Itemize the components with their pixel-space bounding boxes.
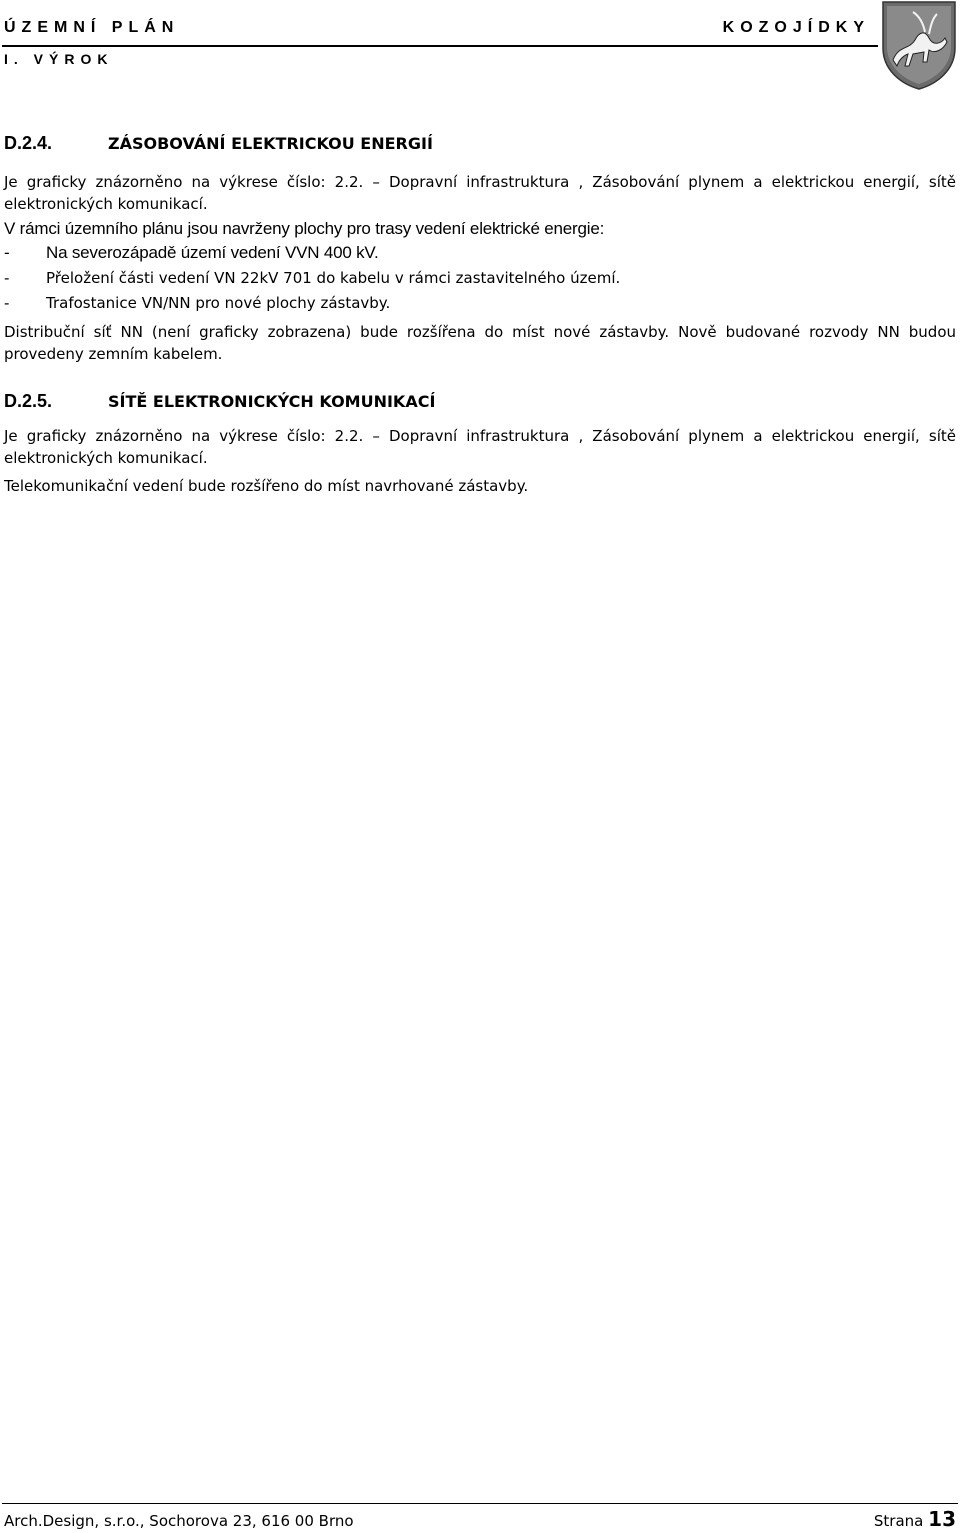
list-bullet: - (4, 243, 10, 262)
list-item-text: Trafostanice VN/NN pro nové plochy zástavby. (46, 294, 391, 312)
page-indicator (874, 1507, 956, 1531)
place-name: KOZOJÍDKY (722, 19, 870, 36)
section-heading-d25 (4, 391, 435, 412)
list-item-text: Přeložení části vedení VN 22kV 701 do kabelu v rámci zastavitelného území. (46, 269, 621, 287)
section-heading-d24 (4, 133, 433, 154)
list-bullet: - (4, 269, 10, 287)
list-item (4, 292, 390, 314)
section-label: I. VÝROK (4, 51, 114, 67)
header-divider (2, 45, 878, 47)
coat-of-arms-icon (879, 0, 959, 90)
page-number: 13 (928, 1507, 956, 1531)
paragraph-intro: V rámci územního plánu jsou navrženy plochy pro trasy vedení elektrické energie: (4, 219, 605, 238)
list-item (4, 242, 379, 264)
footer-company: Arch.Design, s.r.o., Sochorova 23, 616 00 Brno (4, 1512, 354, 1530)
section-number: D.2.5. (4, 391, 53, 411)
footer-divider (2, 1503, 958, 1504)
list-item (4, 267, 620, 289)
paragraph: Je graficky znázorněno na výkrese číslo: 2.2. – Dopravní infrastruktura , Zásobování plynem a elektrickou energií, sítě elektronických komunikací. (4, 173, 956, 213)
section-title: SÍTĚ ELEKTRONICKÝCH KOMUNIKACÍ (108, 392, 436, 411)
list-bullet: - (4, 294, 10, 312)
paragraph: Je graficky znázorněno na výkrese číslo: 2.2. – Dopravní infrastruktura , Zásobování plynem a elektrickou energií, sítě elektronických komunikací. (4, 427, 956, 467)
page-label: Strana (873, 1512, 924, 1530)
paragraph: Distribuční síť NN (není graficky zobrazena) bude rozšířena do míst nové zástavby. Nově budované rozvody NN budou provedeny zemním kabelem. (4, 323, 956, 363)
section-number: D.2.4. (4, 133, 53, 153)
list-item-text: Na severozápadě území vedení VVN 400 kV. (46, 243, 379, 262)
document-title: ÚZEMNÍ PLÁN (4, 19, 180, 36)
section-title: ZÁSOBOVÁNÍ ELEKTRICKOU ENERGIÍ (108, 134, 433, 153)
paragraph: Telekomunikační vedení bude rozšířeno do míst navrhované zástavby. (4, 477, 529, 495)
